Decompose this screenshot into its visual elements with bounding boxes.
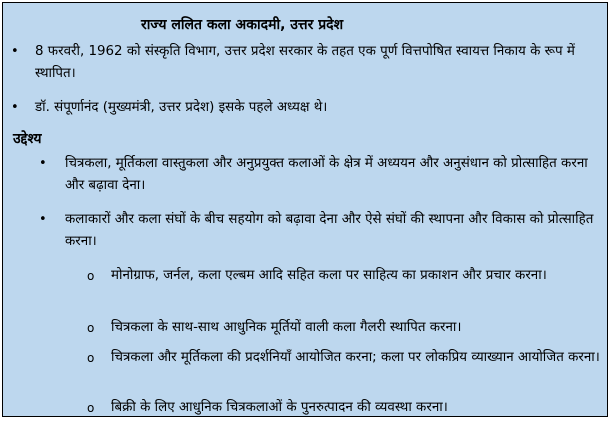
bullet-icon: • [39,156,47,171]
bullet-icon: • [11,44,19,59]
sub-list-item: मोनोग्राफ, जर्नल, कला एल्बम आदि सहित कला पर साहित्य का प्रकाशन और प्रचार करना। [111,268,547,283]
circle-bullet-icon: o [87,321,95,335]
sub-list-item: चित्रकला के साथ-साथ आधुनिक मूर्तियों वाली कला गैलरी स्थापित करना। [111,320,462,335]
objectives-heading: उद्देश्य [13,131,42,147]
page-title: राज्य ललित कला अकादमी, उत्तर प्रदेश [141,17,344,33]
circle-bullet-icon: o [87,269,95,283]
bullet-icon: • [11,100,19,115]
list-item: डॉ. संपूर्णानंद (मुख्यमंत्री, उत्तर प्रदेश) इसके पहले अध्यक्ष थे। [35,100,328,115]
circle-bullet-icon: o [87,351,95,365]
bullet-icon: • [39,212,47,227]
sub-list-item: चित्रकला और मूर्तिकला की प्रदर्शनियाँ आयोजित करना; कला पर लोकप्रिय व्याख्यान आयोजित करना। [111,350,600,365]
sub-list-item: बिक्री के लिए आधुनिक चित्रकलाओं के पुनरुत्पादन की व्यवस्था करना। [111,400,448,415]
list-item: चित्रकला, मूर्तिकला वास्तुकला और अनुप्रयुक्त कलाओं के क्षेत्र में अध्ययन और अनुसंधान को प्रोत्साहित करना और बढ़ावा देना। [65,156,588,193]
list-item: कलाकारों और कला संघों के बीच सहयोग को बढ़ावा देना और ऐसे संघों की स्थापना और विकास को प्रोत्साहित करना। [65,212,594,249]
info-box [2,2,608,417]
list-item: 8 फरवरी, 1962 को संस्कृति विभाग, उत्तर प्रदेश सरकार के तहत एक पूर्ण वित्तपोषित स्वायत्त निकाय के रूप में स्थापित। [35,44,575,81]
circle-bullet-icon: o [87,401,95,415]
